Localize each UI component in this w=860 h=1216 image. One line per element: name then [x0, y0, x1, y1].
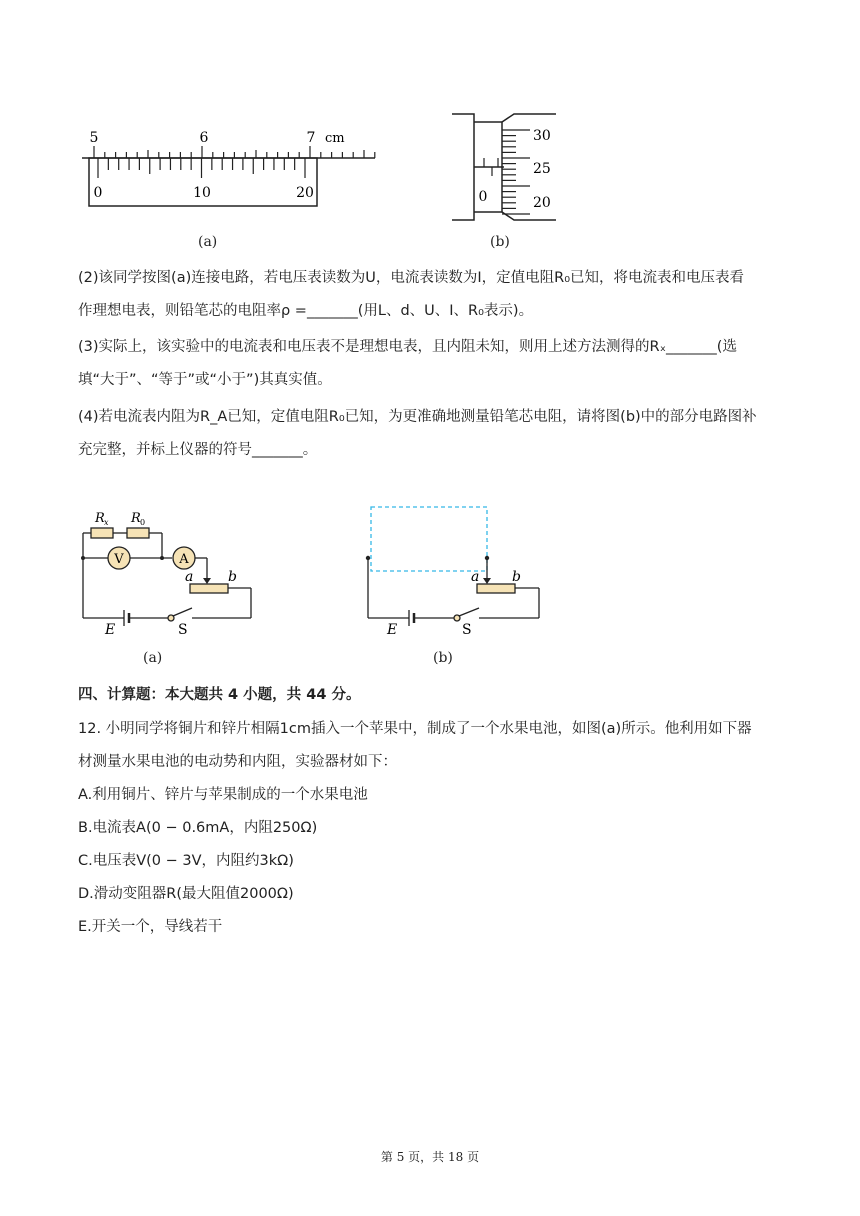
caliper-caption: (a) — [198, 234, 218, 250]
main-scale-label-5: 5 — [89, 130, 99, 146]
ammeter-symbol: A — [179, 552, 189, 567]
q12-line2: 材测量水果电池的电动势和内阻，实验器材如下： — [78, 754, 397, 770]
q4-line1: (4)若电流表内阻为R_A已知，定值电阻R₀已知，为更准确地测量铅笔芯电阻，请将图(b)中的部分电路图补 — [78, 409, 757, 425]
q2-line1: (2)该同学按图(a)连接电路，若电压表读数为U，电流表读数为I，定值电阻R₀已知，将电流表和电压表看 — [78, 270, 745, 286]
micrometer-figure — [440, 108, 580, 228]
circuit-b-caption: (b) — [433, 650, 453, 666]
r0-label: R — [131, 511, 141, 526]
caliper-figure — [70, 118, 390, 218]
terminal-b-label: b — [512, 569, 521, 585]
q12-item-c: C.电压表V(0 − 3V，内阻约3kΩ) — [78, 853, 294, 869]
vernier-label-20: 20 — [296, 185, 314, 201]
switch-label: S — [178, 622, 188, 638]
vernier-label-0: 0 — [93, 185, 103, 201]
rx-resistor — [91, 528, 113, 538]
q3-line1: (3)实际上，该实验中的电流表和电压表不是理想电表，且内阻未知，则用上述方法测得的Rₓ_______(选 — [78, 339, 737, 355]
q12-item-e: E.开关一个，导线若干 — [78, 919, 223, 935]
main-scale-label-7: 7 — [306, 130, 316, 146]
circuit-b — [355, 500, 555, 670]
main-scale-label-6: 6 — [199, 130, 209, 146]
terminal-b-label: b — [228, 569, 237, 585]
r0-subscript: 0 — [140, 518, 146, 527]
q12-item-b: B.电流表A(0 − 0.6mA，内阻250Ω) — [78, 820, 318, 836]
battery-label: E — [387, 622, 398, 638]
terminal-a-label: a — [185, 569, 194, 585]
question-4 — [78, 401, 778, 467]
thimble-label-20: 20 — [533, 195, 551, 211]
vernier-label-10: 10 — [193, 185, 211, 201]
voltmeter-symbol: V — [114, 552, 124, 567]
section-4-heading: 四、计算题：本大题共 4 小题，共 44 分。 — [78, 687, 361, 703]
terminal-a-label: a — [471, 569, 480, 585]
circuit-a-caption: (a) — [143, 650, 163, 666]
sleeve-label-0: 0 — [478, 189, 488, 205]
question-3 — [78, 331, 778, 397]
q2-line2: 作理想电表，则铅笔芯的电阻率ρ =_______(用L、d、U、I、R₀表示)。 — [78, 303, 534, 319]
q12-line1: 12. 小明同学将铜片和锌片相隔1cm插入一个苹果中，制成了一个水果电池，如图(a)所示。他利用如下器 — [78, 721, 752, 737]
question-12 — [78, 713, 778, 944]
caliper-unit: cm — [325, 131, 345, 146]
q12-item-d: D.滑动变阻器R(最大阻值2000Ω) — [78, 886, 294, 902]
r0-resistor — [127, 528, 149, 538]
rheostat — [477, 584, 515, 593]
rx-subscript: x — [104, 518, 109, 527]
battery-label: E — [105, 622, 116, 638]
dashed-blank-box — [371, 507, 487, 571]
circuit-a — [70, 500, 270, 670]
q12-item-a: A.利用铜片、锌片与苹果制成的一个水果电池 — [78, 787, 368, 803]
question-2 — [78, 262, 778, 328]
micrometer-caption: (b) — [490, 234, 510, 250]
q4-line2: 充完整，并标上仪器的符号_______。 — [78, 442, 318, 458]
rheostat — [190, 584, 228, 593]
page-footer: 第 5 页，共 18 页 — [380, 1150, 480, 1164]
switch-label: S — [462, 622, 472, 638]
q3-line2: 填“大于”、“等于”或“小于”)其真实值。 — [78, 372, 332, 388]
thimble-label-30: 30 — [533, 128, 551, 144]
rx-label: R — [95, 511, 105, 526]
thimble-label-25: 25 — [533, 161, 551, 177]
